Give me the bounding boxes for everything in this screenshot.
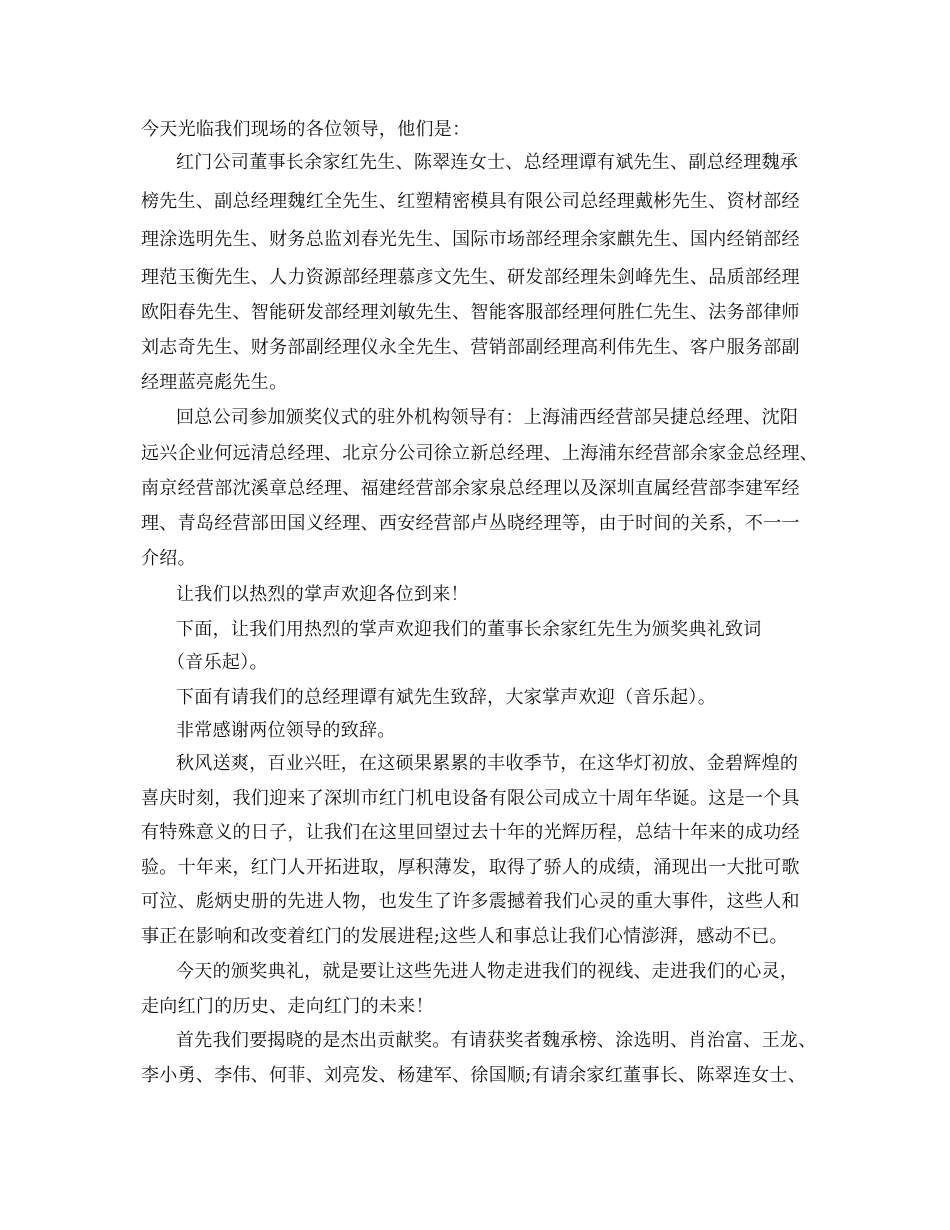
text-line: 介绍。 (141, 548, 196, 569)
text-line: 让我们以热烈的掌声欢迎各位到来！ (176, 584, 469, 605)
text-line: 远兴企业何远清总经理、北京分公司徐立新总经理、上海浦东经营部余家金总经理、 (141, 443, 819, 464)
text-line: 验。十年来，红门人开拓进取，厚积薄发，取得了骄人的成绩，涌现出一大批可歌 (141, 857, 800, 878)
text-line: 欧阳春先生、智能研发部经理刘敏先生、智能客服部经理何胜仁先生、法务部律师 (141, 302, 800, 323)
text-line: 事正在影响和改变着红门的发展进程;这些人和事总让我们心情澎湃，感动不已。 (141, 926, 788, 947)
text-line: 今天光临我们现场的各位领导，他们是： (141, 119, 471, 140)
text-line: 南京经营部沈溪章总经理、福建经营部余家泉总经理以及深圳直属经营部李建军经 (141, 478, 800, 499)
text-line: （音乐起）。 (167, 652, 268, 673)
text-line: 今天的颁奖典礼，就是要让这些先进人物走进我们的视线、走进我们的心灵， (176, 961, 799, 982)
text-line: 走向红门的历史、走向红门的未来！ (141, 996, 434, 1017)
text-line: 非常感谢两位领导的致辞。 (176, 720, 396, 741)
text-line: 红门公司董事长余家红先生、陈翠连女士、总经理谭有斌先生、副总经理魏承 (176, 152, 799, 173)
text-line: 榜先生、副总经理魏红全先生、红塑精密模具有限公司总经理戴彬先生、资材部经 (141, 191, 800, 212)
text-line: 首先我们要揭晓的是杰出贡献奖。有请获奖者魏承榜、涂选明、肖治富、王龙、 (176, 1030, 817, 1051)
text-line: 理、青岛经营部田国义经理、西安经营部卢丛晓经理等，由于时间的关系，不一一 (141, 513, 800, 534)
text-line: 理涂选明先生、财务总监刘春光先生、国际市场部经理余家麒先生、国内经销部经 (141, 229, 800, 250)
text-line: 下面有请我们的总经理谭有斌先生致辞，大家掌声欢迎（音乐起）。 (176, 687, 716, 708)
text-line: 回总公司参加颁奖仪式的驻外机构领导有：上海浦西经营部吴捷总经理、沈阳 (176, 407, 799, 428)
text-line: 秋风送爽，百业兴旺，在这硕果累累的丰收季节，在这华灯初放、金碧辉煌的 (176, 753, 799, 774)
text-line: 下面，让我们用热烈的掌声欢迎我们的董事长余家红先生为颁奖典礼致词 (176, 619, 762, 640)
text-line: 经理蓝亮彪先生。 (141, 372, 288, 393)
text-line: 喜庆时刻，我们迎来了深圳市红门机电设备有限公司成立十周年华诞。这是一个具 (141, 788, 800, 809)
text-line: 李小勇、李伟、何菲、刘亮发、杨建军、徐国顺;有请余家红董事长、陈翠连女士、 (141, 1065, 807, 1086)
text-line: 可泣、彪炳史册的先进人物，也发生了许多震撼着我们心灵的重大事件，这些人和 (141, 891, 800, 912)
text-line: 有特殊意义的日子，让我们在这里回望过去十年的光辉历程，总结十年来的成功经 (141, 822, 800, 843)
text-line: 刘志奇先生、财务部副经理仪永全先生、营销部副经理高利伟先生、客户服务部副 (141, 337, 800, 358)
text-line: 理范玉衡先生、人力资源部经理慕彦文先生、研发部经理朱剑峰先生、品质部经理 (141, 267, 800, 288)
